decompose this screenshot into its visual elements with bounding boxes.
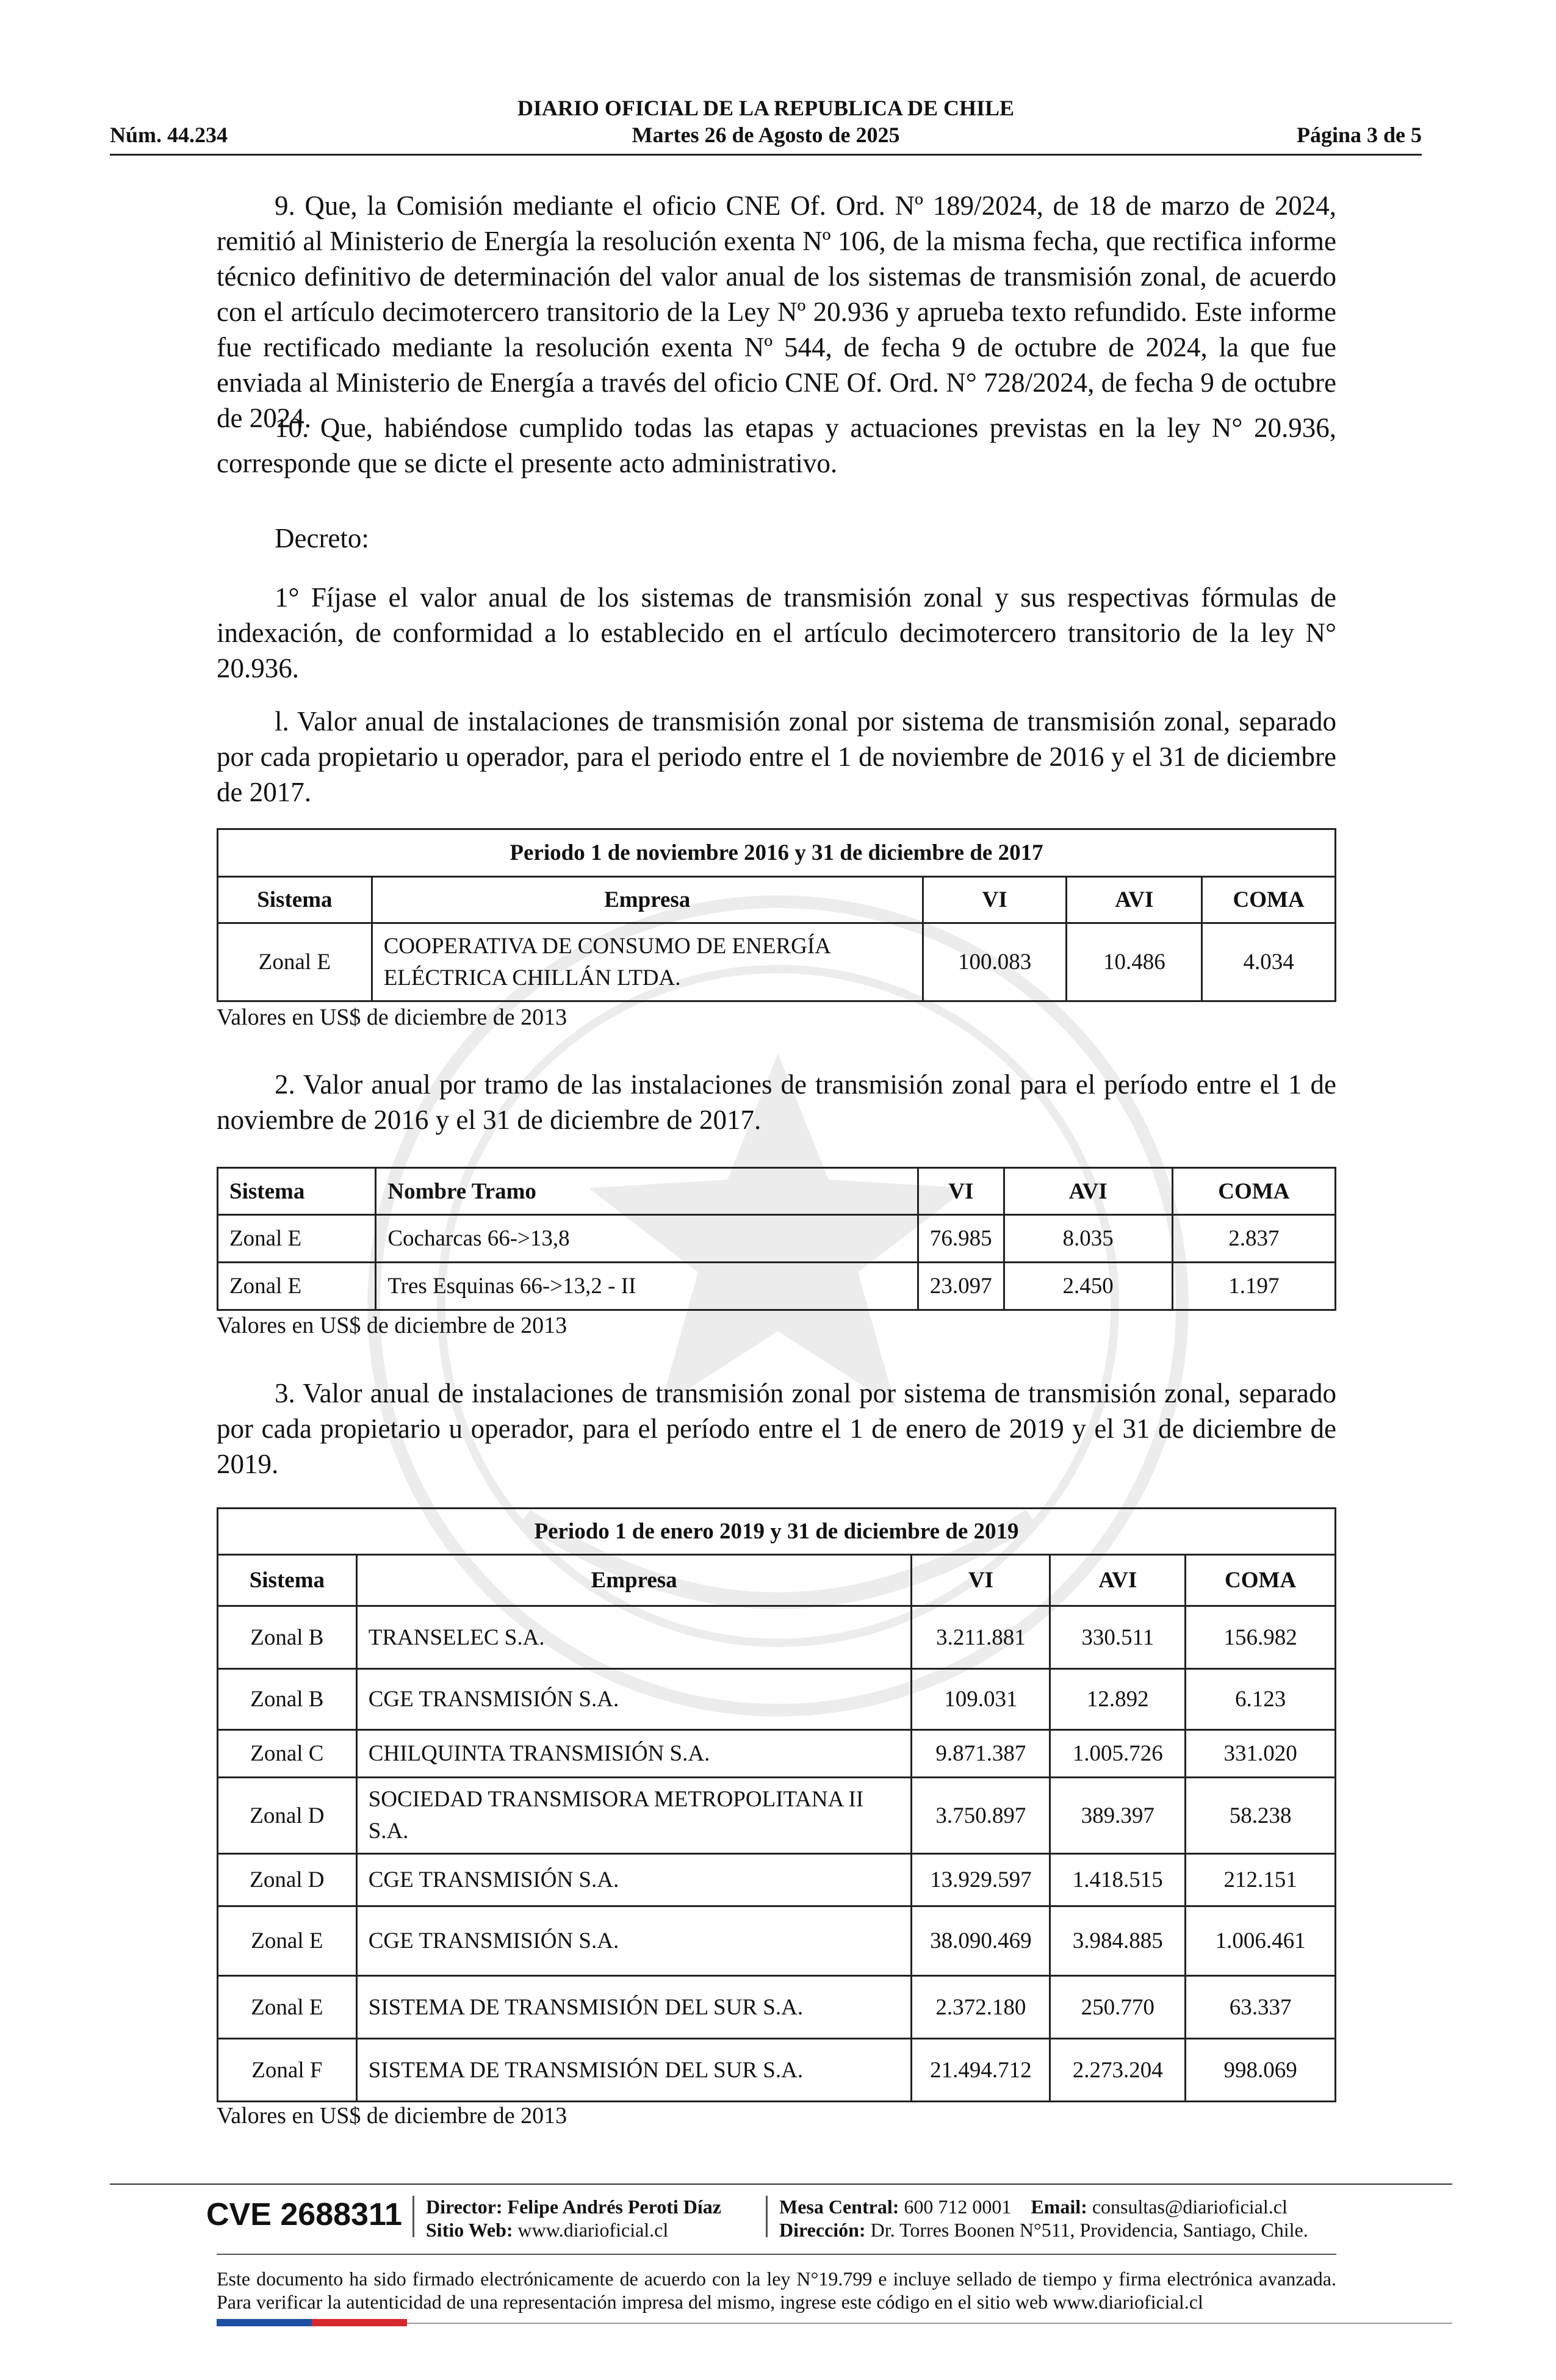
table-cell: CGE TRANSMISIÓN S.A. bbox=[356, 1669, 912, 1730]
table-row bbox=[218, 1263, 1336, 1310]
table1-header-vi: VI bbox=[923, 877, 1067, 923]
table2-header-avi: AVI bbox=[1004, 1168, 1172, 1215]
table-cell: Zonal C bbox=[218, 1730, 357, 1778]
address: Dr. Torres Boonen N°511, Providencia, Santiago, Chile. bbox=[870, 2219, 1308, 2241]
table-cell: 2.273.204 bbox=[1050, 2039, 1186, 2102]
item-1-text: l. Valor anual de instalaciones de transmisión zonal por sistema de transmisión zonal, separado por cada propietario u operador, para el periodo entre el 1 de noviembre de 2016 y el 31 de diciembre de 2017. bbox=[217, 706, 1336, 807]
website-link[interactable]: www.diarioficial.cl bbox=[517, 2219, 669, 2241]
web-label: Sitio Web: bbox=[426, 2219, 513, 2241]
table2-note: Valores en US$ de diciembre de 2013 bbox=[217, 1313, 567, 1338]
footer-director-line bbox=[426, 2195, 721, 2218]
table-cell: 21.494.712 bbox=[912, 2039, 1050, 2102]
paragraph-9 bbox=[217, 188, 1336, 436]
table-cell: SISTEMA DE TRANSMISIÓN DEL SUR S.A. bbox=[356, 2039, 912, 2102]
flag-stripe bbox=[217, 2319, 407, 2326]
article-1-text: 1° Fíjase el valor anual de los sistemas de transmisión zonal y sus respectivas fórmulas de indexación, de conformidad a lo establecido en el artículo decimotercero transitorio de la ley N° 20.936. bbox=[217, 582, 1336, 683]
table-cell: 3.211.881 bbox=[912, 1606, 1050, 1669]
table3-header-vi: VI bbox=[912, 1555, 1050, 1606]
table-cell: Cocharcas 66->13,8 bbox=[376, 1215, 918, 1263]
table-cell: Zonal E bbox=[218, 923, 372, 1001]
table-cell: 156.982 bbox=[1186, 1606, 1336, 1669]
table2-header-tramo: Nombre Tramo bbox=[376, 1168, 918, 1215]
table-cell: Zonal F bbox=[218, 2039, 357, 2102]
table1-header-sistema: Sistema bbox=[218, 877, 372, 923]
table3-header-empresa: Empresa bbox=[356, 1555, 912, 1606]
table-cell: 4.034 bbox=[1202, 923, 1336, 1001]
footer-divider bbox=[110, 2183, 1452, 2185]
table-cell: 6.123 bbox=[1186, 1669, 1336, 1730]
table3-note: Valores en US$ de diciembre de 2013 bbox=[217, 2103, 567, 2129]
table-cell: 1.005.726 bbox=[1050, 1730, 1186, 1778]
table3-header-avi: AVI bbox=[1050, 1555, 1186, 1606]
table-period-2019-empresa bbox=[217, 1507, 1336, 2102]
table-row bbox=[218, 1606, 1336, 1669]
table-cell: 8.035 bbox=[1004, 1215, 1172, 1263]
table3-header-sistema: Sistema bbox=[218, 1555, 357, 1606]
paragraph-10-text: 10. Que, habiéndose cumplido todas las etapas y actuaciones previstas en la ley N° 20.936, corresponde que se dicte el presente acto administrativo. bbox=[217, 413, 1336, 478]
table-row bbox=[218, 923, 1336, 1001]
table2-header-vi: VI bbox=[918, 1168, 1004, 1215]
table-cell: 998.069 bbox=[1186, 2039, 1336, 2102]
decreto-heading bbox=[217, 521, 1336, 556]
table-cell: 12.892 bbox=[1050, 1669, 1186, 1730]
phone-number: 600 712 0001 bbox=[904, 2196, 1012, 2218]
table-cell: 63.337 bbox=[1186, 1976, 1336, 2039]
item-2-text: 2. Valor anual por tramo de las instalaciones de transmisión zonal para el período entre el 1 de noviembre de 2016 y el 31 de diciembre de 2017. bbox=[217, 1069, 1336, 1135]
item-2 bbox=[217, 1067, 1336, 1138]
table-cell: 58.238 bbox=[1186, 1778, 1336, 1854]
flag-blue-segment bbox=[217, 2319, 312, 2326]
table1-caption: Periodo 1 de noviembre 2016 y 31 de diciembre de 2017 bbox=[218, 829, 1336, 877]
table-cell: Zonal E bbox=[218, 1263, 376, 1310]
table-row bbox=[218, 1669, 1336, 1730]
footer-divider bbox=[217, 2254, 1336, 2255]
table-period-2016-2017-tramo bbox=[217, 1167, 1336, 1311]
page-indicator: Página 3 de 5 bbox=[1296, 123, 1422, 147]
table-cell: TRANSELEC S.A. bbox=[356, 1606, 912, 1669]
table-row bbox=[218, 1976, 1336, 2039]
mesa-label: Mesa Central: bbox=[779, 2196, 899, 2218]
table-row bbox=[218, 1906, 1336, 1976]
table-cell: 2.837 bbox=[1172, 1215, 1335, 1263]
table-cell: 389.397 bbox=[1050, 1778, 1186, 1854]
email-label: Email: bbox=[1031, 2196, 1087, 2218]
paragraph-10 bbox=[217, 410, 1336, 481]
table-cell: 76.985 bbox=[918, 1215, 1004, 1263]
table1-header-avi: AVI bbox=[1067, 877, 1202, 923]
table-cell: CHILQUINTA TRANSMISIÓN S.A. bbox=[356, 1730, 912, 1778]
table-cell: CGE TRANSMISIÓN S.A. bbox=[356, 1906, 912, 1976]
footer-web-line bbox=[426, 2218, 721, 2241]
table-cell: 3.750.897 bbox=[912, 1778, 1050, 1854]
decreto-text: Decreto: bbox=[275, 523, 369, 554]
item-3-text: 3. Valor anual de instalaciones de transmisión zonal por sistema de transmisión zonal, separado por cada propietario u operador, para el período entre el 1 de enero de 2019 y el 31 de diciembre de 2019. bbox=[217, 1378, 1336, 1479]
address-label: Dirección: bbox=[779, 2219, 866, 2241]
header-divider bbox=[110, 154, 1422, 156]
issue-date: Martes 26 de Agosto de 2025 bbox=[632, 123, 900, 147]
table-cell: Tres Esquinas 66->13,2 - II bbox=[376, 1263, 918, 1310]
table-cell: 100.083 bbox=[923, 923, 1067, 1001]
table2-header-sistema: Sistema bbox=[218, 1168, 376, 1215]
table-cell: Zonal D bbox=[218, 1854, 357, 1906]
table-cell: CGE TRANSMISIÓN S.A. bbox=[356, 1854, 912, 1906]
table1-note: Valores en US$ de diciembre de 2013 bbox=[217, 1004, 567, 1030]
table-cell: 109.031 bbox=[912, 1669, 1050, 1730]
table-period-2016-2017-empresa bbox=[217, 828, 1336, 1002]
table-row bbox=[218, 1215, 1336, 1263]
table-cell: SOCIEDAD TRANSMISORA METROPOLITANA II S.A. bbox=[356, 1778, 912, 1854]
table-cell: 1.418.515 bbox=[1050, 1854, 1186, 1906]
table-cell: SISTEMA DE TRANSMISIÓN DEL SUR S.A. bbox=[356, 1976, 912, 2039]
table-cell: 38.090.469 bbox=[912, 1906, 1050, 1976]
footer-bottom-rule bbox=[407, 2323, 1452, 2324]
paragraph-9-text: 9. Que, la Comisión mediante el oficio CNE Of. Ord. Nº 189/2024, de 18 de marzo de 2024, remitió al Ministerio de Energía la resolución exenta Nº 106, de la misma fecha, que rectifica informe técnico definitivo de determinación del valor anual de los sistemas de transmisión zonal, de acuerdo con el artículo decimotercero transitorio de la Ley Nº 20.936 y aprueba texto refundido. Este informe fue rectificado mediante la resolución exenta Nº 544, de fecha 9 de octubre de 2024, la que fue enviada al Ministerio de Energía a través del oficio CNE Of. Ord. N° 728/2024, de fecha 9 de octubre de 2024. bbox=[217, 190, 1336, 433]
table-cell: Zonal B bbox=[218, 1669, 357, 1730]
table-cell: 13.929.597 bbox=[912, 1854, 1050, 1906]
table-row bbox=[218, 2039, 1336, 2102]
table-cell: 212.151 bbox=[1186, 1854, 1336, 1906]
table3-header-coma: COMA bbox=[1186, 1555, 1336, 1606]
newspaper-title: DIARIO OFICIAL DE LA REPUBLICA DE CHILE bbox=[517, 96, 1015, 120]
table-cell: 250.770 bbox=[1050, 1976, 1186, 2039]
issue-number: Núm. 44.234 bbox=[110, 123, 228, 147]
table-cell: 23.097 bbox=[918, 1263, 1004, 1310]
table-row bbox=[218, 1854, 1336, 1906]
table-cell: 9.871.387 bbox=[912, 1730, 1050, 1778]
director-label: Director: bbox=[426, 2196, 503, 2218]
footer-contact-block bbox=[779, 2195, 1308, 2241]
table1-header-coma: COMA bbox=[1202, 877, 1336, 923]
table-cell: 10.486 bbox=[1067, 923, 1202, 1001]
email-link[interactable]: consultas@diarioficial.cl bbox=[1092, 2196, 1288, 2218]
table-row bbox=[218, 1730, 1336, 1778]
footer-separator bbox=[766, 2196, 768, 2237]
footer-address-line bbox=[779, 2218, 1308, 2241]
footer-contact-line bbox=[779, 2195, 1308, 2218]
table-cell: Zonal E bbox=[218, 1215, 376, 1263]
article-1 bbox=[217, 580, 1336, 686]
footer-separator bbox=[412, 2196, 414, 2237]
footer-director-block bbox=[426, 2195, 721, 2241]
cve-code: CVE 2688311 bbox=[206, 2197, 402, 2232]
item-3 bbox=[217, 1376, 1336, 1482]
table2-header-coma: COMA bbox=[1172, 1168, 1335, 1215]
item-1 bbox=[217, 704, 1336, 810]
header-row bbox=[110, 122, 1422, 151]
table1-header-empresa: Empresa bbox=[372, 877, 923, 923]
table-row bbox=[218, 1778, 1336, 1854]
table3-caption: Periodo 1 de enero 2019 y 31 de diciembre de 2019 bbox=[218, 1509, 1336, 1555]
table-cell: Zonal B bbox=[218, 1606, 357, 1669]
table-cell: 1.006.461 bbox=[1186, 1906, 1336, 1976]
table-cell: Zonal E bbox=[218, 1976, 357, 2039]
table-cell: Zonal D bbox=[218, 1778, 357, 1854]
director-name: Felipe Andrés Peroti Díaz bbox=[507, 2196, 721, 2218]
table-cell: 2.372.180 bbox=[912, 1976, 1050, 2039]
table-cell: 3.984.885 bbox=[1050, 1906, 1186, 1976]
table-cell: 1.197 bbox=[1172, 1263, 1335, 1310]
table-cell: 331.020 bbox=[1186, 1730, 1336, 1778]
table-cell: COOPERATIVA DE CONSUMO DE ENERGÍA ELÉCTRICA CHILLÁN LTDA. bbox=[372, 923, 923, 1001]
table-cell: 330.511 bbox=[1050, 1606, 1186, 1669]
table-cell: 2.450 bbox=[1004, 1263, 1172, 1310]
legal-notice: Este documento ha sido firmado electrónicamente de acuerdo con la ley N°19.799 e incluye sellado de tiempo y firma electrónica avanzada. Para verificar la autenticidad de una representación impresa del mismo, ingrese este código en el sitio web www.diarioficial.cl bbox=[217, 2268, 1336, 2313]
flag-red-segment bbox=[312, 2319, 407, 2326]
table-cell: Zonal E bbox=[218, 1906, 357, 1976]
